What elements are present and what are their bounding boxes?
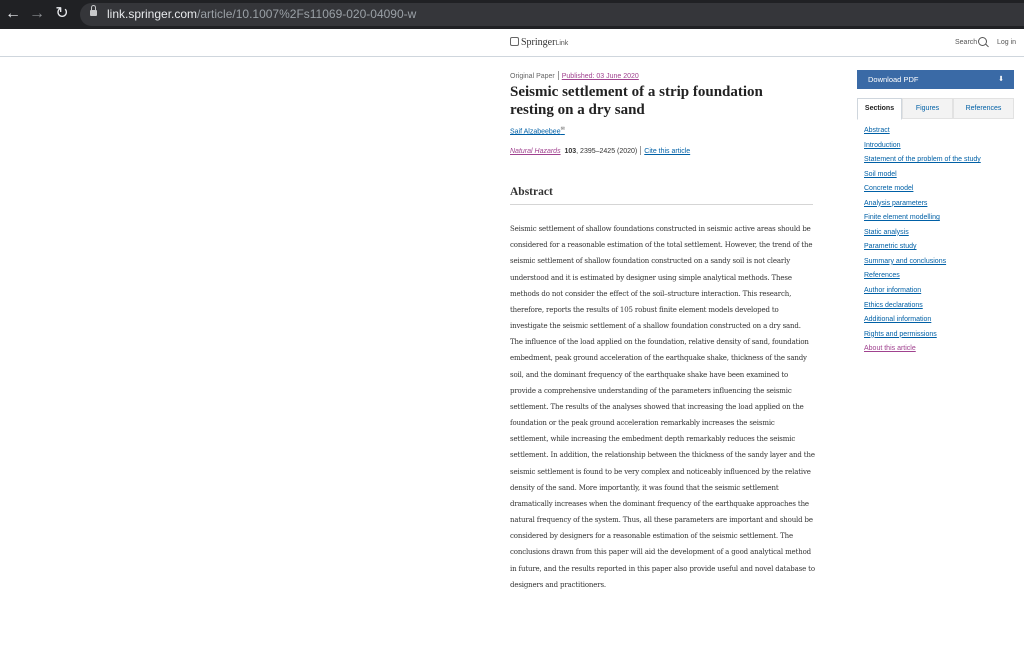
section-link-additional-information[interactable]: Additional information [864, 316, 932, 324]
section-link-finite-element[interactable]: Finite element modelling [864, 214, 940, 222]
section-link-author-information[interactable]: Author information [864, 287, 922, 295]
address-bar[interactable] [80, 3, 1024, 26]
section-link-soil-model[interactable]: Soil model [864, 170, 897, 178]
springer-horse-icon [510, 37, 519, 46]
section-link-about[interactable]: About this article [864, 345, 916, 353]
section-link-ethics[interactable]: Ethics declarations [864, 301, 923, 309]
cite-this-article-link[interactable]: Cite this article [644, 148, 691, 155]
abstract-divider [510, 204, 813, 205]
tab-figures[interactable]: Figures [902, 98, 953, 119]
section-link-introduction[interactable]: Introduction [864, 141, 901, 149]
author-name[interactable]: Saif Alzabeebee [510, 128, 561, 136]
section-link-references[interactable]: References [864, 272, 900, 280]
url-text[interactable]: link.springer.com/article/10.1007%2Fs11069-020-04090-w [107, 7, 417, 21]
tab-references[interactable]: References [953, 98, 1014, 119]
logo-suffix: Link [555, 40, 569, 47]
citation-divider [640, 146, 641, 155]
tab-sections[interactable]: Sections [857, 98, 902, 120]
section-link-analysis-parameters[interactable]: Analysis parameters [864, 199, 928, 207]
article-type: Original Paper [510, 73, 555, 80]
article-meta [510, 71, 639, 80]
site-header [0, 29, 1024, 57]
journal-volume: 103 [564, 148, 577, 155]
forward-arrow-icon[interactable]: → [29, 5, 45, 22]
section-link-parametric-study[interactable]: Parametric study [864, 243, 917, 251]
journal-pages: , 2395–2425 (2020) [576, 148, 638, 155]
reload-icon[interactable]: ↻ [55, 5, 69, 22]
abstract-text: Seismic settlement of shallow foundations constructed in seismic active areas should be considered for a reasonable estimation of the total settlement. However, the trend of the seismic settlement of shallow foundation constructed on a sandy soil is not clearly understood and it is estimated by designer using simple analytical methods. These methods do not consider the effect of the soil–structure interaction. This research, therefore, reports the results of 105 robust finite element models developed to investigate the seismic settlement of a shallow foundation constructed on a dry sand. The influence of the load applied on the foundation, relative density of sand, foundation embedment, peak ground acceleration of the earthquake shake, thickness of the sandy soil, and the dominant frequency of the earthquake shake have been examined to provide a comprehensive understanding of the parameters influencing the seismic settlement. The results of the analyses showed that increasing the load applied on the foundation or the peak ground acceleration remarkably increases the seismic settlement, while increasing the embedment depth remarkably reduces the seismic settlement. In addition, the relationship between the thickness of the sandy layer and the seismic settlement is found to be very complex and noticeably influenced by the relative density of the sand. More importantly, it was found that the seismic settlement dramatically increases when the dominant frequency of the earthquake approaches the natural frequency of the system. Thus, all these parameters are important and should be considered by designers for a reasonable estimation of the seismic settlement. The conclusions drawn from this paper will aid the development of a good analytical method in future, and the results reported in this paper also provide useful and novel database to designers and practitioners. [510, 225, 815, 589]
logo-text: Springer [521, 37, 556, 48]
author-link[interactable] [510, 126, 565, 135]
springer-link-logo[interactable] [510, 37, 568, 48]
download-arrow-icon: ⬇ [998, 76, 1004, 83]
login-link[interactable]: Log in [997, 39, 1017, 46]
lock-icon[interactable] [90, 9, 97, 17]
section-link-static-analysis[interactable]: Static analysis [864, 228, 909, 236]
email-icon[interactable]: ✉ [560, 126, 565, 132]
meta-divider [558, 71, 559, 80]
section-link-concrete-model[interactable]: Concrete model [864, 185, 914, 193]
download-pdf-button[interactable] [857, 70, 1014, 89]
abstract-heading: Abstract [510, 186, 553, 198]
download-pdf-label: Download PDF [868, 75, 919, 84]
section-link-statement[interactable]: Statement of the problem of the study [864, 156, 981, 164]
published-date-link[interactable]: Published: 03 June 2020 [561, 73, 639, 80]
search-link[interactable]: Search [955, 39, 978, 46]
section-link-rights[interactable]: Rights and permissions [864, 330, 937, 338]
journal-link[interactable]: Natural Hazards [510, 148, 561, 155]
back-arrow-icon[interactable]: ← [5, 5, 21, 22]
sidebar-tabs [857, 98, 1014, 119]
section-list [864, 125, 1014, 358]
citation-line [510, 146, 690, 155]
section-link-abstract[interactable]: Abstract [864, 127, 890, 134]
section-link-summary[interactable]: Summary and conclusions [864, 257, 947, 265]
search-icon[interactable] [978, 37, 987, 46]
article-title: Seismic settlement of a strip foundation resting on a dry sand [510, 84, 763, 118]
browser-toolbar [0, 0, 1024, 29]
